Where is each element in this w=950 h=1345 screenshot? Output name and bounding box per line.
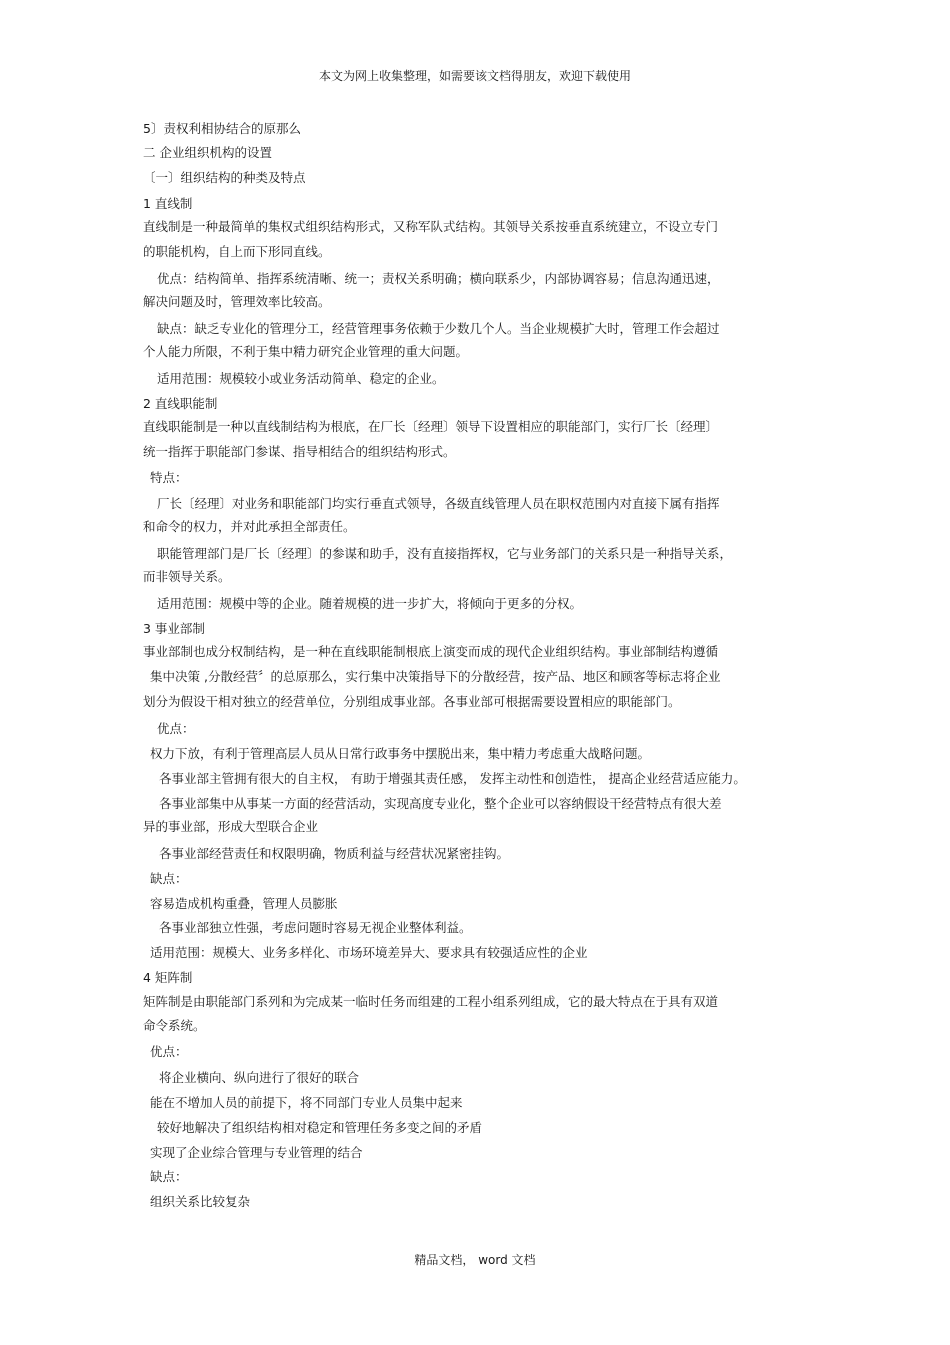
- text-line: 1 直线制: [143, 196, 193, 211]
- text-line: 各事业部主管拥有很大的自主权， 有助于增强其责任感， 发挥主动性和创造性， 提高企业经营适应能力。: [159, 771, 746, 786]
- text-line: 实现了企业综合管理与专业管理的结合: [150, 1145, 363, 1160]
- text-line: 5〕责权利相协结合的原那么: [143, 121, 301, 136]
- text-line: 直线职能制是一种以直线制结构为根底，在厂长〔经理〕领导下设置相应的职能部门，实行厂长〔经理〕: [143, 419, 719, 434]
- text-line: 异的事业部，形成大型联合企业: [143, 819, 319, 834]
- text-line: 和命令的权力，并对此承担全部责任。: [143, 519, 356, 534]
- text-line: 厂长〔经理〕对业务和职能部门均实行垂直式领导，各级直线管理人员在职权范围内对直接下属有指挥: [157, 496, 720, 511]
- text-line: 各事业部集中从事某一方面的经营活动，实现高度专业化，整个企业可以容纳假设干经营特点有很大差: [159, 796, 722, 811]
- text-line: 适用范围：规模较小或业务活动简单、稳定的企业。: [157, 371, 445, 386]
- page-footer: 精品文档， word 文档: [414, 1253, 536, 1267]
- text-line: 的职能机构，自上而下形同直线。: [143, 244, 331, 259]
- text-line: 直线制是一种最简单的集权式组织结构形式，又称军队式结构。其领导关系按垂直系统建立，不设立专门: [143, 219, 719, 234]
- page-header: 本文为网上收集整理，如需要该文档得朋友，欢迎下载使用: [318, 69, 631, 83]
- text-line: 将企业横向、纵向进行了很好的联合: [159, 1070, 360, 1085]
- text-line: 权力下放，有利于管理高层人员从日常行政事务中摆脱出来，集中精力考虑重大战略问题。: [150, 746, 651, 761]
- text-line: 优点：结构简单、指挥系统清晰、统一；责权关系明确；横向联系少，内部协调容易；信息沟通迅速，: [157, 271, 720, 286]
- text-line: 解决问题及时，管理效率比较高。: [143, 294, 331, 309]
- text-line: 命令系统。: [143, 1018, 206, 1033]
- text-line: 个人能力所限，不利于集中精力研究企业管理的重大问题。: [143, 344, 469, 359]
- text-line: 4 矩阵制: [143, 970, 193, 985]
- text-line: 二 企业组织机构的设置: [143, 145, 272, 160]
- text-line: 事业部制也成分权制结构，是一种在直线职能制根底上演变而成的现代企业组织结构。事业部制结构遵循: [143, 644, 719, 659]
- text-line: 〔一〕组织结构的种类及特点: [143, 170, 306, 185]
- text-line: 而非领导关系。: [143, 569, 231, 584]
- text-line: 能在不增加人员的前提下，将不同部门专业人员集中起来: [150, 1095, 463, 1110]
- text-line: 各事业部独立性强，考虑问题时容易无视企业整体利益。: [159, 920, 472, 935]
- text-line: 缺点：: [150, 871, 188, 886]
- text-line: 缺点：: [150, 1169, 188, 1184]
- text-line: 优点：: [157, 721, 195, 736]
- text-line: 集中决策 ,分散经营〞的总原那么，实行集中决策指导下的分散经营，按产品、地区和顾客等标志将企业: [150, 669, 721, 684]
- text-line: 缺点：缺乏专业化的管理分工，经营管理事务依赖于少数几个人。当企业规模扩大时，管理工作会超过: [157, 321, 720, 336]
- text-line: 优点：: [150, 1044, 188, 1059]
- text-line: 适用范围：规模大、业务多样化、市场环境差异大、要求具有较强适应性的企业: [150, 945, 588, 960]
- text-line: 适用范围：规模中等的企业。随着规模的进一步扩大，将倾向于更多的分权。: [157, 596, 583, 611]
- text-line: 2 直线职能制: [143, 396, 218, 411]
- text-line: 容易造成机构重叠，管理人员膨胀: [150, 896, 338, 911]
- text-line: 划分为假设干相对独立的经营单位，分别组成事业部。各事业部可根据需要设置相应的职能部门。: [143, 694, 681, 709]
- text-line: 较好地解决了组织结构相对稳定和管理任务多变之间的矛盾: [157, 1120, 483, 1135]
- text-line: 统一指挥于职能部门参谋、指导相结合的组织结构形式。: [143, 444, 456, 459]
- text-line: 组织关系比较复杂: [150, 1194, 251, 1209]
- text-line: 3 事业部制: [143, 621, 205, 636]
- text-line: 各事业部经营责任和权限明确，物质利益与经营状况紧密挂钩。: [159, 846, 510, 861]
- text-line: 特点：: [150, 470, 188, 485]
- text-line: 职能管理部门是厂长〔经理〕的参谋和助手，没有直接指挥权，它与业务部门的关系只是一种指导关系，: [157, 546, 733, 561]
- text-line: 矩阵制是由职能部门系列和为完成某一临时任务而组建的工程小组系列组成，它的最大特点在于具有双道: [143, 994, 719, 1009]
